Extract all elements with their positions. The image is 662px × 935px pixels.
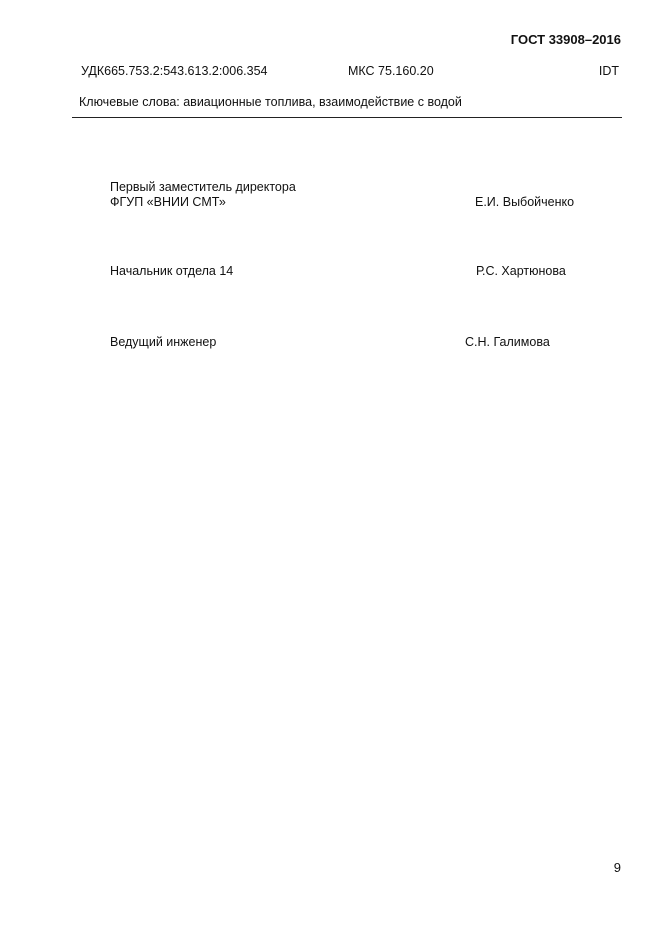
header-divider [72,117,622,118]
signer-3-title: Ведущий инженер [110,335,217,349]
signer-1-name: Е.И. Выбойченко [475,195,575,209]
udk-code: УДК665.753.2:543.613.2:006.354 [81,64,268,78]
mks-code: МКС 75.160.20 [348,64,434,78]
page-number: 9 [613,860,621,875]
signer-1-title-line2: ФГУП «ВНИИ СМТ» [110,195,226,209]
idt-label: IDT [598,64,619,78]
standard-id: ГОСТ 33908–2016 [510,32,621,47]
signer-1-title-line1: Первый заместитель директора [110,180,296,194]
signer-3-name: С.Н. Галимова [465,335,550,349]
signer-2-title: Начальник отдела 14 [110,264,234,278]
keywords-line: Ключевые слова: авиационные топлива, взаимодействие с водой [79,95,462,109]
signer-2-name: Р.С. Хартюнова [476,264,566,278]
